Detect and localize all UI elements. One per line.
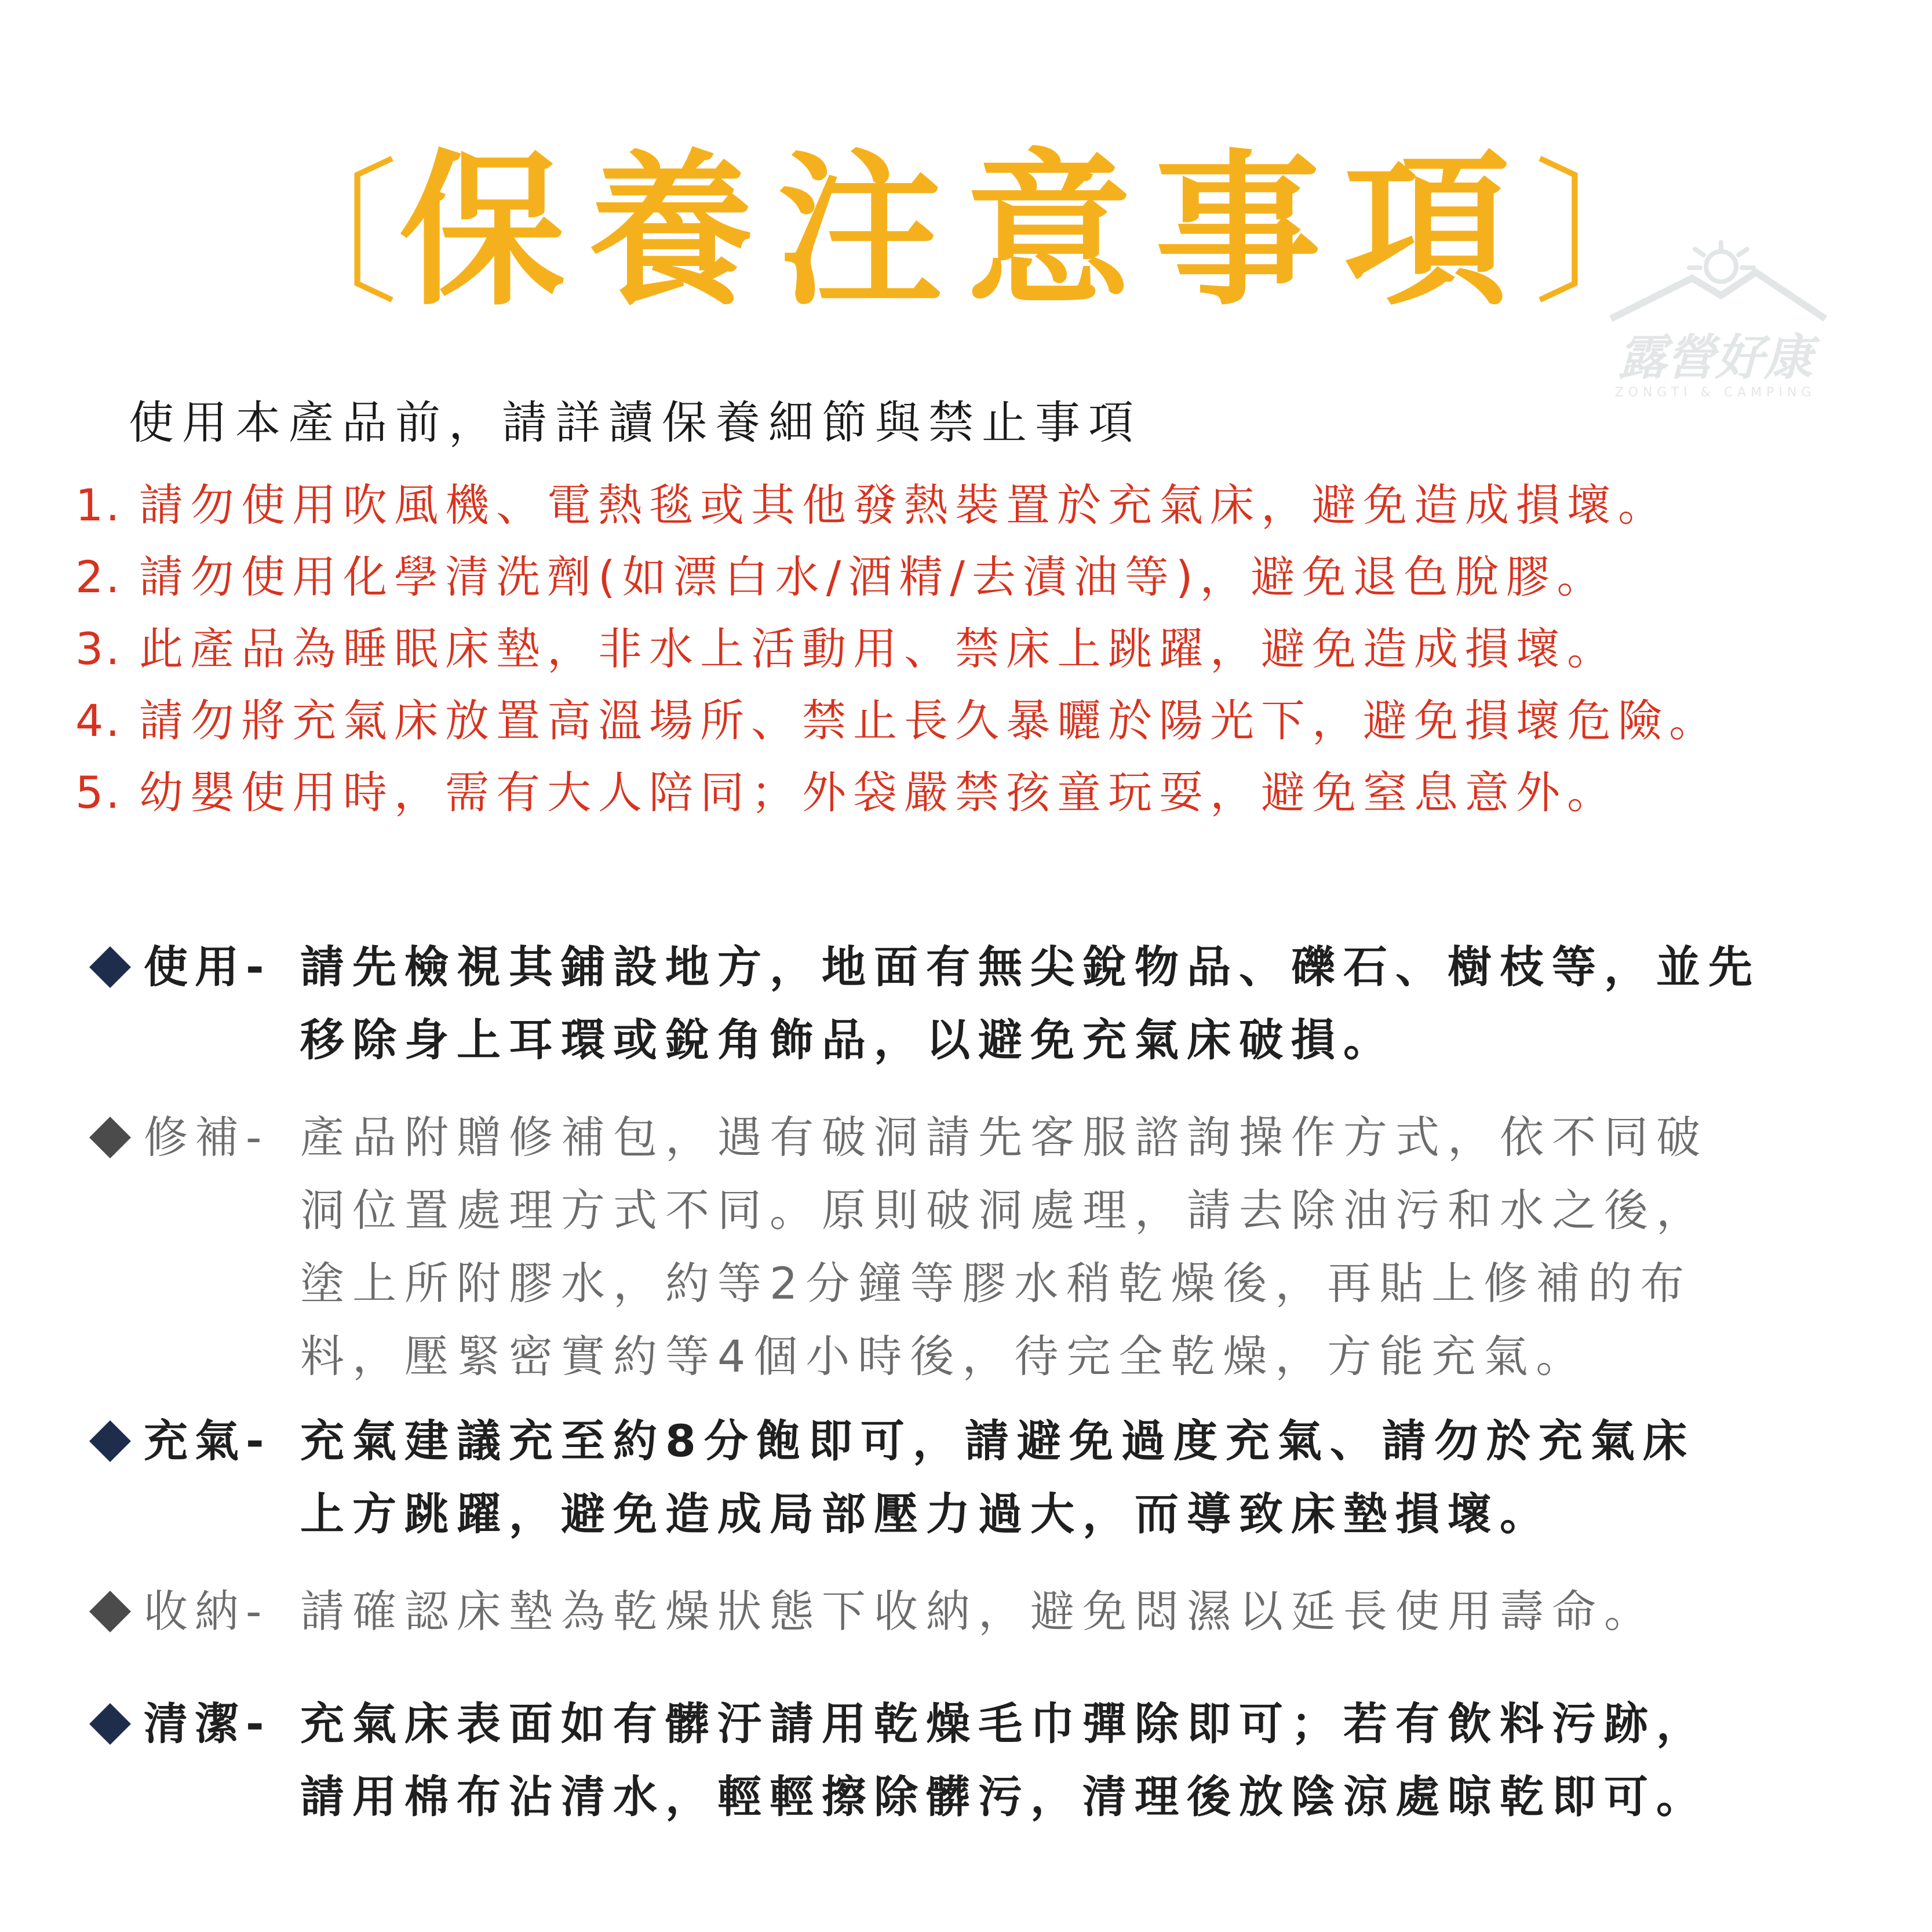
brand-watermark — [1576, 232, 1854, 417]
diamond-icon — [87, 931, 144, 1004]
section-clean — [87, 1687, 1872, 1833]
section-line: 請用棉布沾清水，輕輕擦除髒污，清理後放陰涼處晾乾即可。 — [300, 1771, 1708, 1822]
section-line: 上方跳躍，避免造成局部壓力過大，而導致床墊損壞。 — [300, 1488, 1552, 1540]
warning-number: 1. — [75, 479, 122, 531]
warning-item — [75, 613, 1901, 685]
warning-text: 請勿將充氣床放置高溫場所、禁止長久暴曬於陽光下，避免損壞危險。 — [139, 695, 1720, 746]
section-line: 移除身上耳環或銳角飾品，以避免充氣床破損。 — [300, 1014, 1395, 1066]
warning-item — [75, 469, 1901, 541]
diamond-icon — [87, 1101, 144, 1174]
warning-text: 此產品為睡眠床墊，非水上活動用、禁床上跳躍，避免造成損壞。 — [139, 623, 1618, 675]
section-label: 收納- — [144, 1585, 269, 1637]
title-text: 保養注意事項 — [399, 136, 1533, 328]
diamond-icon — [87, 1405, 144, 1478]
section-line: 洞位置處理方式不同。原則破洞處理，請去除油污和水之後， — [300, 1184, 1708, 1236]
warning-item — [75, 757, 1901, 829]
warning-item — [75, 685, 1901, 757]
section-line: 產品附贈修補包，遇有破洞請先客服諮詢操作方式，依不同破 — [300, 1111, 1708, 1163]
title-left-bracket: 〔 — [243, 143, 399, 326]
warning-text: 請勿使用化學清洗劑(如漂白水/酒精/去漬油等)，避免退色脫膠。 — [139, 551, 1608, 603]
warning-number: 2. — [75, 551, 122, 603]
section-inflate — [87, 1405, 1872, 1551]
warning-number: 4. — [75, 695, 122, 746]
section-line: 請確認床墊為乾燥狀態下收納，避免悶濕以延長使用壽命。 — [300, 1585, 1656, 1637]
watermark-subtitle: ZONGTI & CAMPING — [1614, 385, 1816, 400]
section-use — [87, 931, 1872, 1077]
watermark-name: 露營好康 — [1617, 329, 1813, 386]
warning-text: 請勿使用吹風機、電熱毯或其他發熱裝置於充氣床，避免造成損壞。 — [139, 479, 1669, 531]
section-line: 請先檢視其鋪設地方，地面有無尖銳物品、礫石、樹枝等，並先 — [300, 941, 1760, 993]
section-line: 塗上所附膠水，約等2分鐘等膠水稍乾燥後，再貼上修補的布 — [300, 1257, 1693, 1309]
diamond-icon — [87, 1575, 144, 1648]
section-label: 充氣- — [144, 1415, 271, 1467]
diamond-icon — [87, 1687, 144, 1760]
section-repair — [87, 1101, 1872, 1393]
section-label: 清潔- — [144, 1698, 271, 1749]
warning-number: 5. — [75, 767, 122, 818]
section-line: 充氣建議充至約8分飽即可，請避免過度充氣、請勿於充氣床 — [300, 1415, 1695, 1467]
section-label: 使用- — [144, 941, 271, 993]
section-line: 充氣床表面如有髒汙請用乾燥毛巾彈除即可；若有飲料污跡， — [300, 1698, 1708, 1749]
section-storage — [87, 1575, 1872, 1648]
title-right-bracket: 〕 — [1533, 143, 1689, 326]
section-line: 料，壓緊密實約等4個小時後，待完全乾燥，方能充氣。 — [300, 1330, 1588, 1382]
mountain-sun-icon — [1576, 232, 1854, 325]
warning-number: 3. — [75, 623, 122, 675]
section-label: 修補- — [144, 1111, 269, 1163]
warning-text: 幼嬰使用時，需有大人陪同；外袋嚴禁孩童玩耍，避免窒息意外。 — [139, 767, 1618, 818]
warning-item — [75, 541, 1901, 613]
warning-list — [75, 469, 1901, 829]
intro-text: 使用本產品前，請詳讀保養細節與禁止事項 — [129, 397, 1142, 449]
